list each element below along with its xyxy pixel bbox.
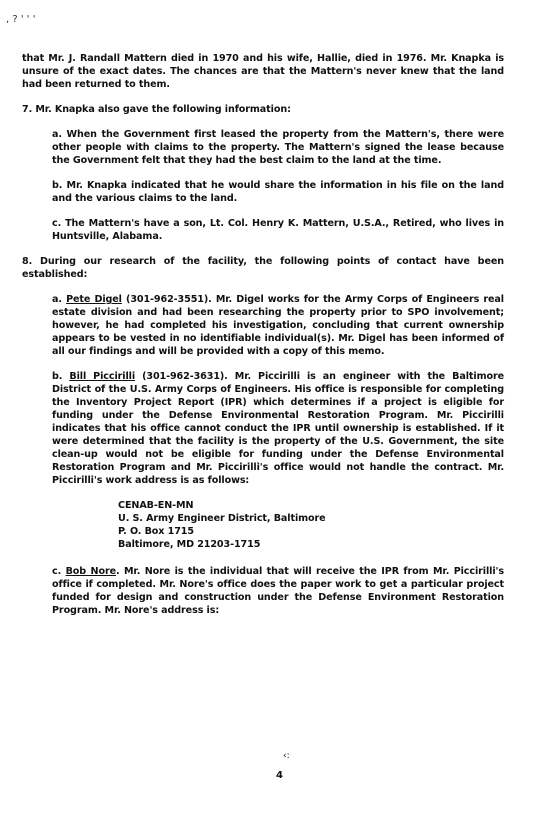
paragraph-8c [52, 565, 504, 617]
address-line: P. O. Box 1715 [118, 526, 194, 537]
contact-text: . Mr. Nore is the individual that will receive the IPR from Mr. Piccirilli's office if completed. Mr. Nore's office does the paper work to get a particular project funded for design and construction under the Defense Environment Restoration Program. Mr. Nore's address is: [52, 566, 505, 616]
paragraph-intro: that Mr. J. Randall Mattern died in 1970 and his wife, Hallie, died in 1976. Mr. Knapka is unsure of the exact dates. The chances are that the Mattern's never knew that the land had been returned to them. [22, 53, 504, 90]
paragraph-8b [52, 370, 504, 487]
paragraph-7a: a. When the Government first leased the property from the Mattern's, there were other people with claims to the property. The Mattern's signed the lease because the Government felt that they had the best claim to the land at the time. [52, 129, 504, 166]
address-line: U. S. Army Engineer District, Baltimore [118, 513, 326, 524]
item-letter: a. [52, 294, 67, 305]
paragraph-7b: b. Mr. Knapka indicated that he would share the information in his file on the land and the various claims to the land. [52, 180, 504, 204]
address-line: CENAB-EN-MN [118, 500, 194, 511]
contact-name-piccirilli: Bill Piccirilli [69, 371, 136, 382]
item-letter: c. [52, 566, 66, 577]
contact-text: (301-962-3551). Mr. Digel works for the Army Corps of Engineers real estate division and had been researching the property prior to SPO involvement; however, he had completed his investigation, concluding that current ownership appears to be vested in no identifiable individual(s). Mr. Digel has been informed of all our findings and will be provided with a copy of this memo. [52, 294, 504, 357]
paragraph-8: 8. During our research of the facility, the following points of contact have been established: [22, 256, 504, 280]
contact-name-digel: Pete Digel [66, 294, 122, 305]
contact-name-nore: Bob Nore [65, 566, 116, 577]
memo-body [22, 52, 504, 629]
work-address [118, 499, 504, 551]
paragraph-7: 7. Mr. Knapka also gave the following information: [22, 104, 291, 115]
contact-text: (301-962-3631). Mr. Piccirilli is an engineer with the Baltimore District of the U.S. Army Corps of Engineers. His office is responsible for completing the Inventory Project Report (IPR) which determines if a project is eligible for funding under the Defense Environmental Restoration Program. Mr. Piccirilli indicates that his office cannot conduct the IPR until ownership is established. If it were determined that the facility is the property of the U.S. Government, the site clean-up would not be eligible for funding under the Defense Environmental Restoration Program and Mr. Piccirilli's office would not handle the contract. Mr. Piccirilli's work address is as follows: [52, 371, 504, 486]
page-number: 4 [276, 770, 283, 781]
paragraph-8a [52, 293, 504, 358]
scan-marks: , ? ' ' ' [6, 14, 36, 25]
item-letter: b. [52, 371, 70, 382]
paragraph-7c: c. The Mattern's have a son, Lt. Col. Henry K. Mattern, U.S.A., Retired, who lives in Huntsville, Alabama. [52, 218, 504, 242]
scan-marker: ‹: [283, 751, 290, 761]
address-line: Baltimore, MD 21203-1715 [118, 539, 261, 550]
